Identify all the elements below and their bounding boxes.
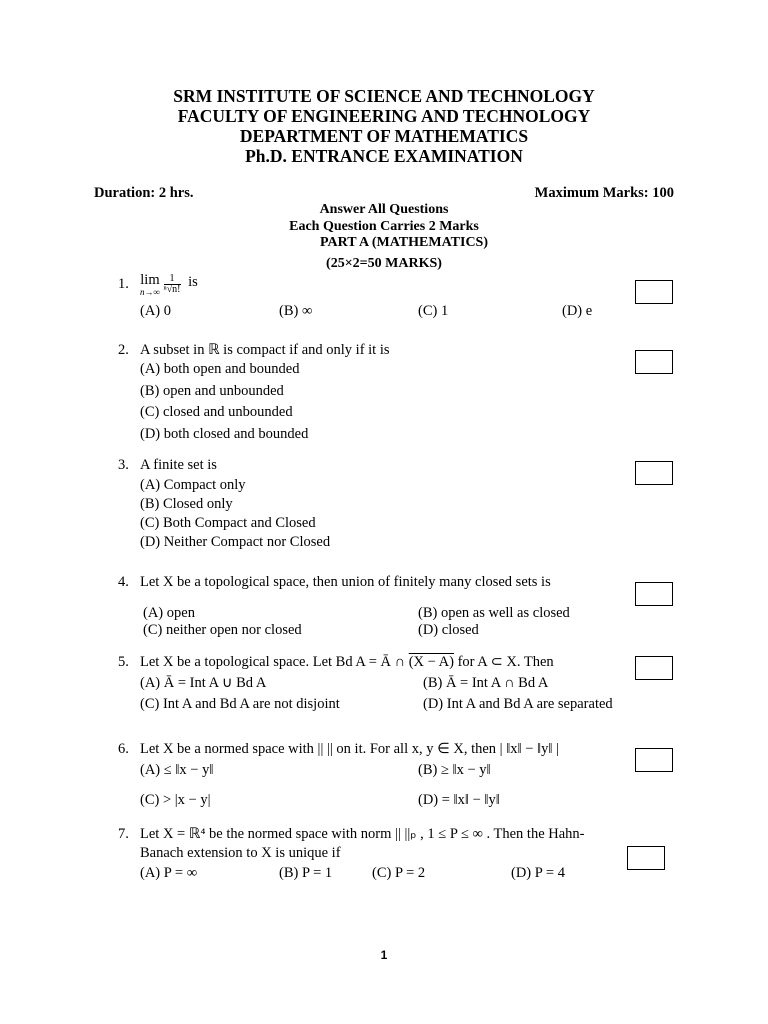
q4-option-b: (B) open as well as closed (418, 605, 570, 621)
q3-option-a: (A) Compact only (140, 477, 246, 493)
q2-option-a: (A) both open and bounded (140, 361, 300, 377)
q2-option-c: (C) closed and unbounded (140, 404, 293, 420)
department-title: DEPARTMENT OF MATHEMATICS (239, 126, 529, 146)
q3-option-d: (D) Neither Compact nor Closed (140, 534, 331, 550)
q4-option-c: (C) neither open nor closed (143, 622, 302, 638)
q1-option-c: (C) 1 (418, 303, 449, 319)
q7-option-b: (B) P = 1 (279, 865, 333, 881)
q7-option-a: (A) P = ∞ (140, 865, 198, 881)
q4-answer-box[interactable] (635, 582, 673, 606)
question-7-stem-line2: Banach extension to X is unique if (140, 845, 341, 861)
question-6-stem: Let X be a normed space with || || on it. For all x, y ∈ X, then | ‖x‖ − ‖y‖ | (140, 741, 559, 757)
faculty-title: FACULTY OF ENGINEERING AND TECHNOLOGY (177, 106, 591, 126)
duration: Duration: 2 hrs. (94, 185, 194, 201)
instruction-marks-each: Each Question Carries 2 Marks (289, 219, 479, 234)
part-title: PART A (MATHEMATICS) (319, 235, 489, 250)
question-2-number: 2. (118, 342, 129, 358)
question-6-number: 6. (118, 741, 129, 757)
q4-option-d: (D) closed (418, 622, 479, 638)
q7-option-c: (C) P = 2 (372, 865, 426, 881)
limit-operator: lim n→∞ (140, 272, 160, 297)
q1-option-a: (A) 0 (140, 303, 172, 319)
institute-title: SRM INSTITUTE OF SCIENCE AND TECHNOLOGY (173, 86, 595, 106)
question-1-number: 1. (118, 276, 129, 292)
q1-answer-box[interactable] (635, 280, 673, 304)
q3-option-b: (B) Closed only (140, 496, 233, 512)
q5-option-d: (D) Int A and Bd A are separated (423, 696, 613, 712)
question-5-number: 5. (118, 654, 129, 670)
q2-answer-box[interactable] (635, 350, 673, 374)
question-7-stem-line1: Let X = ℝ⁴ be the normed space with norm || ||ₚ , 1 ≤ P ≤ ∞ . Then the Hahn- (140, 826, 585, 842)
q3-answer-box[interactable] (635, 461, 673, 485)
q4-option-a: (A) open (143, 605, 195, 621)
exam-title: Ph.D. ENTRANCE EXAMINATION (245, 146, 523, 166)
q5-option-a: (A) Ā = Int A ∪ Bd A (140, 675, 267, 691)
q1-option-d: (D) e (562, 303, 593, 319)
part-marks: (25×2=50 MARKS) (326, 256, 442, 271)
q6-option-b: (B) ≥ ‖x − y‖ (418, 762, 491, 778)
q2-option-b: (B) open and unbounded (140, 383, 284, 399)
question-1-stem: lim n→∞ $\frac{1}{\text{ⁿ√n!}}$ is (140, 272, 198, 297)
question-5-stem: Let X be a topological space. Let Bd A = Ā ∩ (X − A) for A ⊂ X. Then (140, 654, 554, 670)
question-4-number: 4. (118, 574, 129, 590)
q7-option-d: (D) P = 4 (511, 865, 565, 881)
q5-answer-box[interactable] (635, 656, 673, 680)
instruction-answer-all: Answer All Questions (319, 202, 449, 217)
page-number: 1 (380, 948, 388, 962)
question-2-stem: A subset in ℝ is compact if and only if it is (140, 342, 390, 358)
question-3-number: 3. (118, 457, 129, 473)
q6-answer-box[interactable] (635, 748, 673, 772)
question-4-stem: Let X be a topological space, then union of finitely many closed sets is (140, 574, 551, 590)
q5-option-b: (B) Ā = Int A ∩ Bd A (423, 675, 549, 691)
q6-option-d: (D) = ‖x‖ − ‖y‖ (418, 792, 500, 808)
q5-option-c: (C) Int A and Bd A are not disjoint (140, 696, 340, 712)
closure-overline: (X − A) (408, 654, 454, 670)
question-3-stem: A finite set is (140, 457, 217, 473)
q7-answer-box[interactable] (627, 846, 665, 870)
fraction: $\frac{1}{\text{ⁿ√n!}}$ (163, 273, 181, 295)
q6-option-a: (A) ≤ ‖x − y‖ (140, 762, 214, 778)
q3-option-c: (C) Both Compact and Closed (140, 515, 316, 531)
q2-option-d: (D) both closed and bounded (140, 426, 309, 442)
q6-option-c: (C) > |x − y| (140, 792, 211, 808)
q1-option-b: (B) ∞ (279, 303, 313, 319)
question-7-number: 7. (118, 826, 129, 842)
max-marks: Maximum Marks: 100 (534, 185, 674, 201)
